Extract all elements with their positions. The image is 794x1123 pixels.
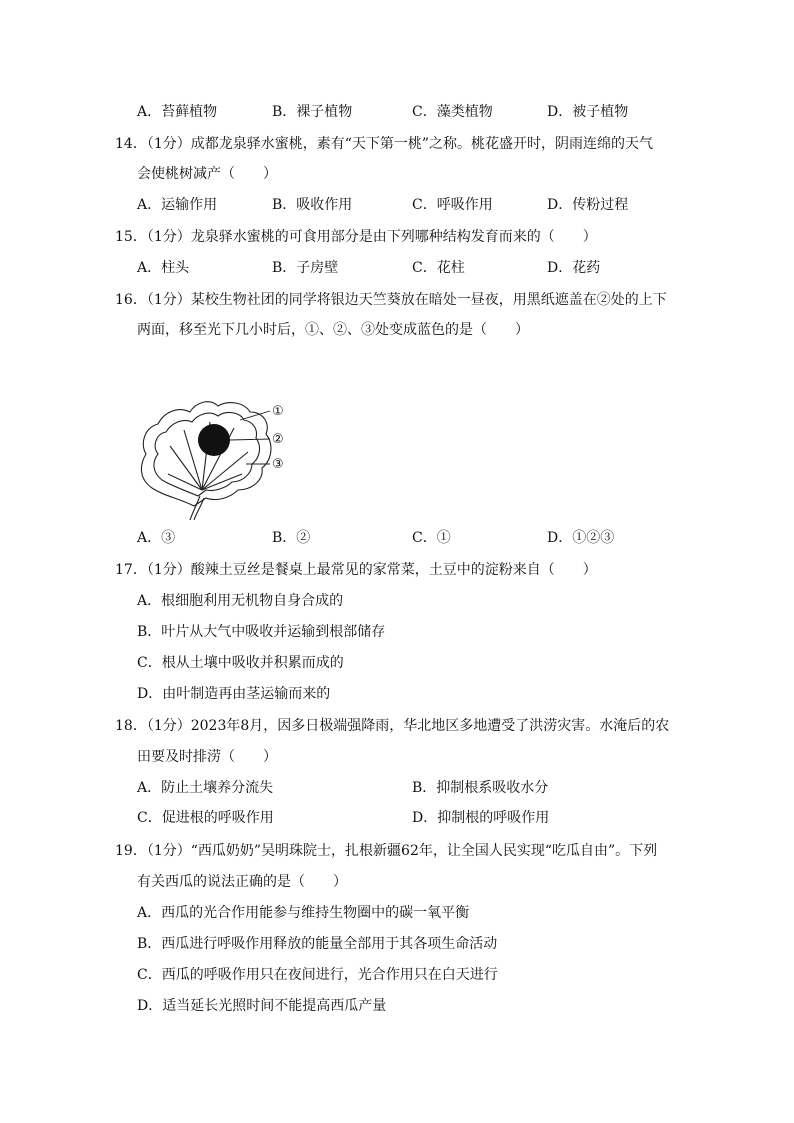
q15-option-d: D．花药: [547, 260, 601, 276]
q13-option-d: D．被子植物: [547, 104, 629, 120]
q15-stem-line1: 15．（1分）龙泉驿水蜜桃的可食用部分是由下列哪种结构发育而来的（ ）: [115, 229, 597, 245]
q14-option-a: A．运输作用: [137, 197, 218, 213]
q13-option-c: C．藻类植物: [412, 104, 493, 120]
q15-option-c: C．花柱: [412, 260, 465, 276]
q19-stem-line2: 有关西瓜的说法正确的是（ ）: [137, 874, 347, 890]
q14-option-b: B．吸收作用: [272, 197, 353, 213]
q18-option-d: D．抑制根的呼吸作用: [412, 810, 550, 826]
q17-option-b: B．叶片从大气中吸收并运输到根部储存: [137, 624, 386, 640]
q19-option-b: B．西瓜进行呼吸作用释放的能量全部用于其各项生命活动: [137, 936, 498, 952]
q17-option-a: A．根细胞利用无机物自身合成的: [137, 593, 344, 609]
q18-option-b: B．抑制根系吸收水分: [412, 780, 549, 796]
figure-label-2: ②: [272, 432, 284, 447]
q14-stem-line1: 14．（1分）成都龙泉驿水蜜桃，素有“天下第一桃”之称。桃花盛开时，阴雨连绵的天气: [115, 136, 654, 152]
q16-option-b: B．②: [272, 530, 311, 546]
q17-stem-line1: 17．（1分）酸辣土豆丝是餐桌上最常见的家常菜，土豆中的淀粉来自（ ）: [115, 562, 597, 578]
q18-stem-line1: 18．（1分）2023年8月，因多日极端强降雨，华北地区多地遭受了洪涝灾害。水淹后的农: [115, 718, 670, 734]
q16-option-a: A．③: [137, 530, 176, 546]
q13-option-b: B．裸子植物: [272, 104, 353, 120]
q14-option-d: D．传粉过程: [547, 197, 629, 213]
q18-option-c: C．促进根的呼吸作用: [137, 810, 274, 826]
q17-option-c: C．根从土壤中吸收并积累而成的: [137, 655, 344, 671]
black-paper-cover: [198, 424, 230, 456]
figure-label-1: ①: [272, 404, 284, 419]
q18-stem-line2: 田要及时排涝（ ）: [137, 749, 277, 765]
q15-option-a: A．柱头: [137, 260, 190, 276]
q14-option-c: C．呼吸作用: [412, 197, 493, 213]
q16-option-d: D．①②③: [547, 530, 615, 546]
q17-option-d: D．由叶制造再由茎运输而来的: [137, 686, 331, 702]
q14-stem-line2: 会使桃树减产（ ）: [137, 166, 277, 182]
q16-stem-line1: 16．（1分）某校生物社团的同学将银边天竺葵放在暗处一昼夜，用黑纸遮盖在②处的上下: [115, 292, 667, 308]
q18-option-a: A．防止土壤养分流失: [137, 780, 274, 796]
q16-stem-line2: 两面，移至光下几小时后，①、②、③处变成蓝色的是（ ）: [137, 322, 529, 338]
q13-option-a: A．苔藓植物: [137, 104, 218, 120]
q16-option-c: C．①: [412, 530, 451, 546]
figure-label-3: ③: [272, 457, 284, 472]
q19-option-a: A．西瓜的光合作用能参与维持生物圈中的碳一氧平衡: [137, 905, 470, 921]
q19-stem-line1: 19．（1分）“西瓜奶奶”吴明珠院士，扎根新疆62年，让全国人民实现“吃瓜自由”。下列: [115, 843, 658, 859]
q19-option-c: C．西瓜的呼吸作用只在夜间进行，光合作用只在白天进行: [137, 967, 498, 983]
q19-option-d: D．适当延长光照时间不能提高西瓜产量: [137, 998, 387, 1014]
q15-option-b: B．子房壁: [272, 260, 339, 276]
geranium-leaf-figure: [134, 394, 294, 520]
